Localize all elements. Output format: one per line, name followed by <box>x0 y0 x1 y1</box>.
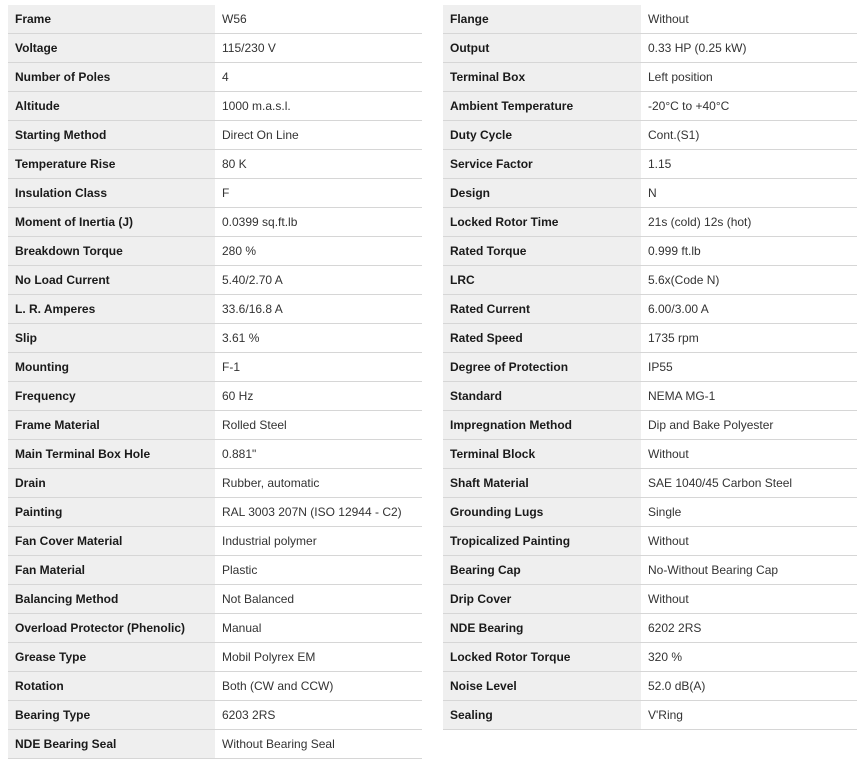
spec-label: Grounding Lugs <box>443 498 641 527</box>
spec-value: 0.0399 sq.ft.lb <box>215 208 422 237</box>
spec-value: 5.6x(Code N) <box>641 266 857 295</box>
spec-label: Bearing Type <box>8 701 215 730</box>
spec-row <box>443 92 857 121</box>
spec-value: Rolled Steel <box>215 411 422 440</box>
spec-label: Rotation <box>8 672 215 701</box>
spec-value: Cont.(S1) <box>641 121 857 150</box>
spec-value: 5.40/2.70 A <box>215 266 422 295</box>
spec-value: Plastic <box>215 556 422 585</box>
spec-row <box>443 556 857 585</box>
spec-label: Mounting <box>8 353 215 382</box>
spec-value: 1000 m.a.s.l. <box>215 92 422 121</box>
spec-value: Rubber, automatic <box>215 469 422 498</box>
spec-label: Fan Cover Material <box>8 527 215 556</box>
spec-row <box>8 672 422 701</box>
spec-label: Locked Rotor Torque <box>443 643 641 672</box>
spec-label: L. R. Amperes <box>8 295 215 324</box>
spec-value: Mobil Polyrex EM <box>215 643 422 672</box>
spec-value: F-1 <box>215 353 422 382</box>
spec-row <box>8 63 422 92</box>
spec-label: Terminal Block <box>443 440 641 469</box>
spec-label: Moment of Inertia (J) <box>8 208 215 237</box>
spec-label: Tropicalized Painting <box>443 527 641 556</box>
spec-row <box>443 382 857 411</box>
spec-value: 60 Hz <box>215 382 422 411</box>
spec-value: 6.00/3.00 A <box>641 295 857 324</box>
spec-row <box>8 527 422 556</box>
spec-row <box>8 34 422 63</box>
spec-row <box>8 237 422 266</box>
spec-label: Breakdown Torque <box>8 237 215 266</box>
spec-row <box>443 150 857 179</box>
spec-label: Frame <box>8 5 215 34</box>
spec-value: 6203 2RS <box>215 701 422 730</box>
spec-row <box>443 498 857 527</box>
spec-label: Main Terminal Box Hole <box>8 440 215 469</box>
spec-value: Both (CW and CCW) <box>215 672 422 701</box>
spec-row <box>8 179 422 208</box>
spec-value: 33.6/16.8 A <box>215 295 422 324</box>
spec-value: 3.61 % <box>215 324 422 353</box>
spec-row <box>443 614 857 643</box>
spec-label: Painting <box>8 498 215 527</box>
spec-row <box>8 440 422 469</box>
spec-row <box>443 585 857 614</box>
spec-label: Insulation Class <box>8 179 215 208</box>
spec-value: NEMA MG-1 <box>641 382 857 411</box>
spec-label: Bearing Cap <box>443 556 641 585</box>
spec-row <box>8 382 422 411</box>
spec-row <box>8 266 422 295</box>
spec-label: Fan Material <box>8 556 215 585</box>
spec-table-right-body <box>443 5 857 730</box>
spec-row <box>8 469 422 498</box>
spec-row <box>443 208 857 237</box>
spec-table-left-body <box>8 5 422 759</box>
spec-label: Drain <box>8 469 215 498</box>
spec-value: 21s (cold) 12s (hot) <box>641 208 857 237</box>
spec-label: Flange <box>443 5 641 34</box>
spec-value: Manual <box>215 614 422 643</box>
spec-label: Frame Material <box>8 411 215 440</box>
spec-row <box>8 295 422 324</box>
spec-value: 6202 2RS <box>641 614 857 643</box>
spec-row <box>8 411 422 440</box>
spec-row <box>443 353 857 382</box>
spec-label: Standard <box>443 382 641 411</box>
spec-label: Shaft Material <box>443 469 641 498</box>
spec-row <box>443 63 857 92</box>
spec-value: Without <box>641 585 857 614</box>
spec-row <box>8 614 422 643</box>
spec-value: 80 K <box>215 150 422 179</box>
spec-row <box>8 701 422 730</box>
spec-row <box>443 411 857 440</box>
spec-value: W56 <box>215 5 422 34</box>
spec-label: Impregnation Method <box>443 411 641 440</box>
spec-table-right <box>443 5 857 730</box>
spec-row <box>8 5 422 34</box>
spec-row <box>443 295 857 324</box>
spec-value: 52.0 dB(A) <box>641 672 857 701</box>
spec-row <box>8 498 422 527</box>
spec-value: Without <box>641 440 857 469</box>
spec-label: Rated Current <box>443 295 641 324</box>
spec-label: Drip Cover <box>443 585 641 614</box>
spec-value: IP55 <box>641 353 857 382</box>
spec-row <box>443 672 857 701</box>
spec-row <box>8 92 422 121</box>
spec-value: V'Ring <box>641 701 857 730</box>
spec-label: Temperature Rise <box>8 150 215 179</box>
spec-row <box>443 266 857 295</box>
spec-value: -20°C to +40°C <box>641 92 857 121</box>
spec-row <box>8 730 422 759</box>
spec-label: Service Factor <box>443 150 641 179</box>
spec-value: Industrial polymer <box>215 527 422 556</box>
spec-row <box>8 353 422 382</box>
spec-label: Grease Type <box>8 643 215 672</box>
spec-label: Duty Cycle <box>443 121 641 150</box>
spec-label: Rated Speed <box>443 324 641 353</box>
spec-row <box>443 34 857 63</box>
spec-value: Dip and Bake Polyester <box>641 411 857 440</box>
spec-value: Not Balanced <box>215 585 422 614</box>
spec-label: Design <box>443 179 641 208</box>
spec-value: 115/230 V <box>215 34 422 63</box>
spec-row <box>443 527 857 556</box>
spec-value: Left position <box>641 63 857 92</box>
spec-label: Voltage <box>8 34 215 63</box>
spec-label: Degree of Protection <box>443 353 641 382</box>
spec-value: 320 % <box>641 643 857 672</box>
spec-row <box>443 179 857 208</box>
spec-row <box>443 643 857 672</box>
spec-label: Frequency <box>8 382 215 411</box>
spec-label: No Load Current <box>8 266 215 295</box>
spec-value: 0.33 HP (0.25 kW) <box>641 34 857 63</box>
spec-row <box>8 585 422 614</box>
spec-table-left <box>8 5 422 759</box>
spec-label: Sealing <box>443 701 641 730</box>
spec-row <box>443 440 857 469</box>
spec-row <box>443 237 857 266</box>
spec-label: Noise Level <box>443 672 641 701</box>
spec-row <box>443 701 857 730</box>
spec-value: 280 % <box>215 237 422 266</box>
spec-label: Output <box>443 34 641 63</box>
spec-value: F <box>215 179 422 208</box>
spec-value: Direct On Line <box>215 121 422 150</box>
spec-label: Altitude <box>8 92 215 121</box>
spec-row <box>8 643 422 672</box>
spec-row <box>8 150 422 179</box>
spec-label: Number of Poles <box>8 63 215 92</box>
spec-label: Locked Rotor Time <box>443 208 641 237</box>
spec-label: NDE Bearing Seal <box>8 730 215 759</box>
spec-label: Slip <box>8 324 215 353</box>
spec-value: SAE 1040/45 Carbon Steel <box>641 469 857 498</box>
spec-value: 0.881" <box>215 440 422 469</box>
spec-value: Single <box>641 498 857 527</box>
spec-value: Without Bearing Seal <box>215 730 422 759</box>
spec-value: Without <box>641 527 857 556</box>
spec-label: Overload Protector (Phenolic) <box>8 614 215 643</box>
spec-row <box>443 5 857 34</box>
spec-label: Terminal Box <box>443 63 641 92</box>
spec-value: 0.999 ft.lb <box>641 237 857 266</box>
spec-value: RAL 3003 207N (ISO 12944 - C2) <box>215 498 422 527</box>
spec-value: 1.15 <box>641 150 857 179</box>
spec-row <box>8 324 422 353</box>
spec-label: Starting Method <box>8 121 215 150</box>
spec-value: Without <box>641 5 857 34</box>
spec-row <box>8 556 422 585</box>
spec-value: N <box>641 179 857 208</box>
spec-row <box>443 324 857 353</box>
spec-label: Ambient Temperature <box>443 92 641 121</box>
spec-value: 4 <box>215 63 422 92</box>
spec-value: No-Without Bearing Cap <box>641 556 857 585</box>
spec-row <box>8 121 422 150</box>
spec-row <box>443 121 857 150</box>
spec-value: 1735 rpm <box>641 324 857 353</box>
spec-label: Rated Torque <box>443 237 641 266</box>
spec-label: Balancing Method <box>8 585 215 614</box>
spec-row <box>8 208 422 237</box>
spec-label: NDE Bearing <box>443 614 641 643</box>
spec-label: LRC <box>443 266 641 295</box>
spec-row <box>443 469 857 498</box>
